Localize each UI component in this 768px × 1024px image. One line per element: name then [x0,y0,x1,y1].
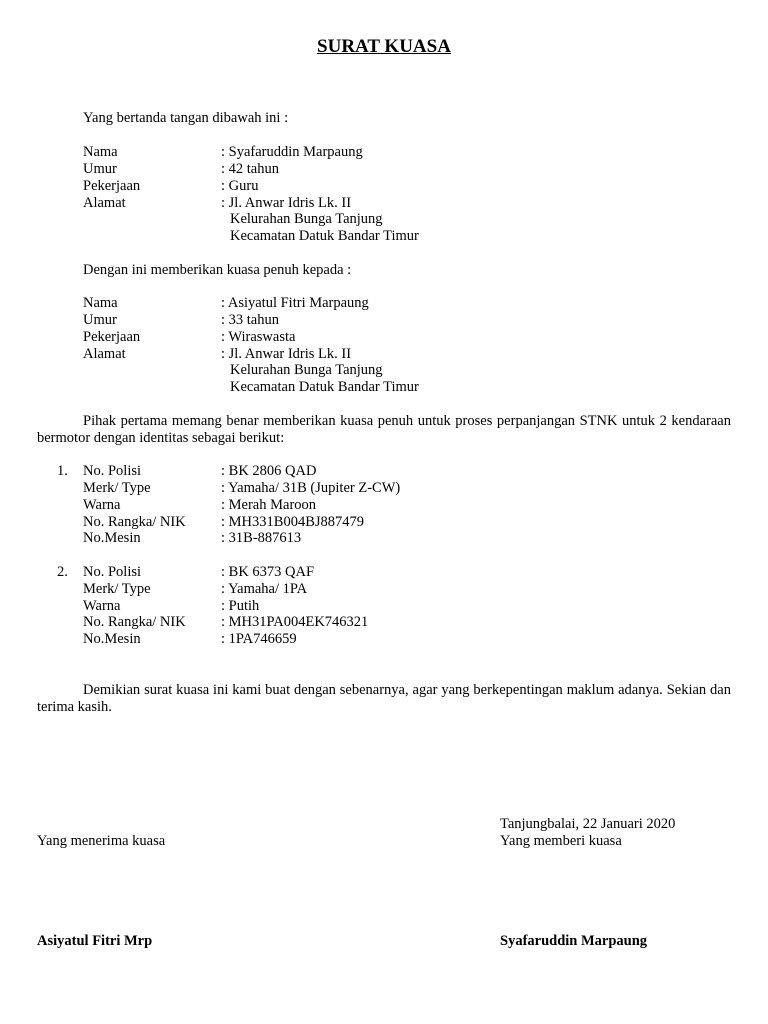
vehicle-number: 1. [57,463,68,479]
grantor-age-label: Umur [83,161,117,177]
grantor-address-line1: : Jl. Anwar Idris Lk. II [221,195,352,211]
vehicle-plate-label: No. Polisi [83,564,142,580]
grantee-job: : Wiraswasta [221,329,296,345]
vehicle-brand-label: Merk/ Type [83,480,151,496]
purpose-paragraph: Pihak pertama memang benar memberikan kuasa penuh untuk proses perpanjangan STNK untuk 2 kendaraan bermotor dengan identitas sebagai berikut: [37,413,731,446]
grantor-address-line2: Kelurahan Bunga Tanjung [230,211,383,227]
vehicle-plate: : BK 2806 QAD [221,463,317,479]
place-date: Tanjungbalai, 22 Januari 2020 [500,816,676,832]
intro-text: Yang bertanda tangan dibawah ini : [83,110,289,126]
grant-text: Dengan ini memberikan kuasa penuh kepada : [83,262,352,278]
grantee-age-label: Umur [83,312,117,328]
grantor-address-label: Alamat [83,195,126,211]
vehicle-color-label: Warna [83,598,121,614]
vehicle-frame: : MH31PA004EK746321 [221,614,369,630]
vehicle-frame: : MH331B004BJ887479 [221,514,365,530]
vehicle-plate-label: No. Polisi [83,463,142,479]
closing-paragraph: Demikian surat kuasa ini kami buat dengan sebenarnya, agar yang berkepentingan maklum adanya. Sekian dan terima kasih. [37,682,731,715]
grantee-name-label: Nama [83,295,118,311]
grantor-job: : Guru [221,178,259,194]
grantor-age: : 42 tahun [221,161,279,177]
vehicle-plate: : BK 6373 QAF [221,564,315,580]
vehicle-engine: : 1PA746659 [221,631,297,647]
grantee-name: : Asiyatul Fitri Marpaung [221,295,369,311]
grantor-name: : Syafaruddin Marpaung [221,144,363,160]
vehicle-engine-label: No.Mesin [83,530,141,546]
vehicle-color-label: Warna [83,497,121,513]
vehicle-engine-label: No.Mesin [83,631,141,647]
grantor-name-label: Nama [83,144,118,160]
document-title: SURAT KUASA [317,36,451,57]
receiver-name: Asiyatul Fitri Mrp [37,933,153,949]
vehicle-brand: : Yamaha/ 31B (Jupiter Z-CW) [221,480,401,496]
vehicle-number: 2. [57,564,68,580]
giver-label: Yang memberi kuasa [500,833,622,849]
receiver-label: Yang menerima kuasa [37,833,166,849]
grantee-address-line1: : Jl. Anwar Idris Lk. II [221,346,352,362]
vehicle-brand: : Yamaha/ 1PA [221,581,308,597]
grantee-age: : 33 tahun [221,312,279,328]
grantee-job-label: Pekerjaan [83,329,141,345]
grantor-address-line3: Kecamatan Datuk Bandar Timur [230,228,419,244]
giver-name: Syafaruddin Marpaung [500,933,648,949]
vehicle-frame-label: No. Rangka/ NIK [83,514,186,530]
vehicle-engine: : 31B-887613 [221,530,302,546]
grantee-address-label: Alamat [83,346,126,362]
vehicle-brand-label: Merk/ Type [83,581,151,597]
grantor-job-label: Pekerjaan [83,178,141,194]
vehicle-frame-label: No. Rangka/ NIK [83,614,186,630]
grantee-address-line3: Kecamatan Datuk Bandar Timur [230,379,419,395]
grantee-address-line2: Kelurahan Bunga Tanjung [230,362,383,378]
vehicle-color: : Putih [221,598,260,614]
vehicle-color: : Merah Maroon [221,497,317,513]
